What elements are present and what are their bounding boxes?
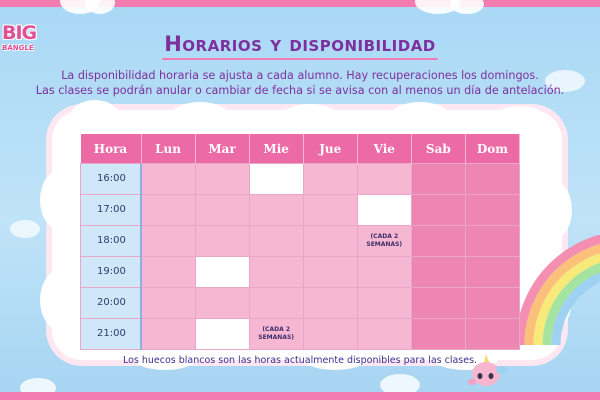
slot-dom [465, 257, 519, 288]
cloud-puff [280, 104, 340, 132]
slot-jue [303, 288, 357, 319]
slot-jue [303, 257, 357, 288]
hour-label: 21:00 [81, 319, 142, 350]
hour-label: 19:00 [81, 257, 142, 288]
hour-label: 18:00 [81, 226, 142, 257]
description-line-2: Las clases se podrán anular o cambiar de fecha si se avisa con al menos un día de antelación. [35, 84, 565, 97]
slot-lun [141, 195, 195, 226]
available-slot-mar [195, 319, 249, 350]
slot-dom [465, 195, 519, 226]
slot-lun [141, 319, 195, 350]
cloud-puff [40, 270, 80, 330]
slot-jue [303, 226, 357, 257]
col-header-sab: Sab [411, 134, 465, 164]
slot-mar [195, 288, 249, 319]
slot-mie [249, 226, 303, 257]
table-header-row [81, 134, 520, 164]
slot-jue [303, 164, 357, 195]
slot-dom [465, 319, 519, 350]
slot-sab [411, 195, 465, 226]
slot-mie [249, 257, 303, 288]
col-header-hour: Hora [81, 134, 142, 164]
available-slot-mie [249, 164, 303, 195]
slot-sab [411, 288, 465, 319]
slot-dom [465, 164, 519, 195]
logo-subtext: BANGLE [2, 44, 34, 52]
slot-dom [465, 226, 519, 257]
slot-mie: (CADA 2 SEMANAS) [249, 319, 303, 350]
slot-lun [141, 226, 195, 257]
table-row [81, 319, 520, 350]
available-slot-mar [195, 257, 249, 288]
narwhal-icon [466, 350, 510, 390]
table-row [81, 195, 520, 226]
cloud-icon [10, 220, 40, 238]
slot-mie [249, 288, 303, 319]
cloud-icon [450, 0, 484, 14]
slot-sab [411, 257, 465, 288]
table-row [81, 164, 520, 195]
footer-note: Los huecos blancos son las horas actualmente disponibles para las clases. [122, 355, 478, 366]
cloud-puff [40, 170, 80, 230]
slot-lun [141, 288, 195, 319]
cloud-puff [170, 102, 230, 132]
col-header-mar: Mar [195, 134, 249, 164]
table-row [81, 226, 520, 257]
col-header-vie: Vie [357, 134, 411, 164]
hour-label: 20:00 [81, 288, 142, 319]
slot-lun [141, 164, 195, 195]
slot-vie [357, 288, 411, 319]
slot-sab [411, 164, 465, 195]
slot-lun [141, 257, 195, 288]
schedule-table [80, 134, 520, 350]
page-title: Horarios y disponibilidad [164, 32, 436, 56]
col-header-mie: Mie [249, 134, 303, 164]
available-slot-vie [357, 195, 411, 226]
col-header-lun: Lun [141, 134, 195, 164]
cloud-puff [390, 102, 450, 132]
rainbow-icon [520, 235, 600, 345]
slot-mar [195, 164, 249, 195]
slot-sab [411, 319, 465, 350]
slot-dom [465, 288, 519, 319]
slot-sab [411, 226, 465, 257]
col-header-dom: Dom [465, 134, 519, 164]
slot-vie [357, 164, 411, 195]
slot-mar [195, 226, 249, 257]
slot-vie [357, 257, 411, 288]
logo-text: BIG [2, 22, 37, 44]
bottom-bar [0, 392, 600, 400]
col-header-jue: Jue [303, 134, 357, 164]
hour-label: 17:00 [81, 195, 142, 226]
title-underline [162, 58, 438, 60]
slot-jue [303, 319, 357, 350]
hour-label: 16:00 [81, 164, 142, 195]
slot-jue [303, 195, 357, 226]
slot-vie: (CADA 2 SEMANAS) [357, 226, 411, 257]
cloud-puff [70, 100, 120, 134]
table-row [81, 257, 520, 288]
slot-mar [195, 195, 249, 226]
cloud-puff [532, 180, 572, 240]
slot-vie [357, 319, 411, 350]
description-line-1: La disponibilidad horaria se ajusta a cada alumno. Hay recuperaciones los domingos. [61, 69, 539, 82]
slot-mie [249, 195, 303, 226]
table-row [81, 288, 520, 319]
